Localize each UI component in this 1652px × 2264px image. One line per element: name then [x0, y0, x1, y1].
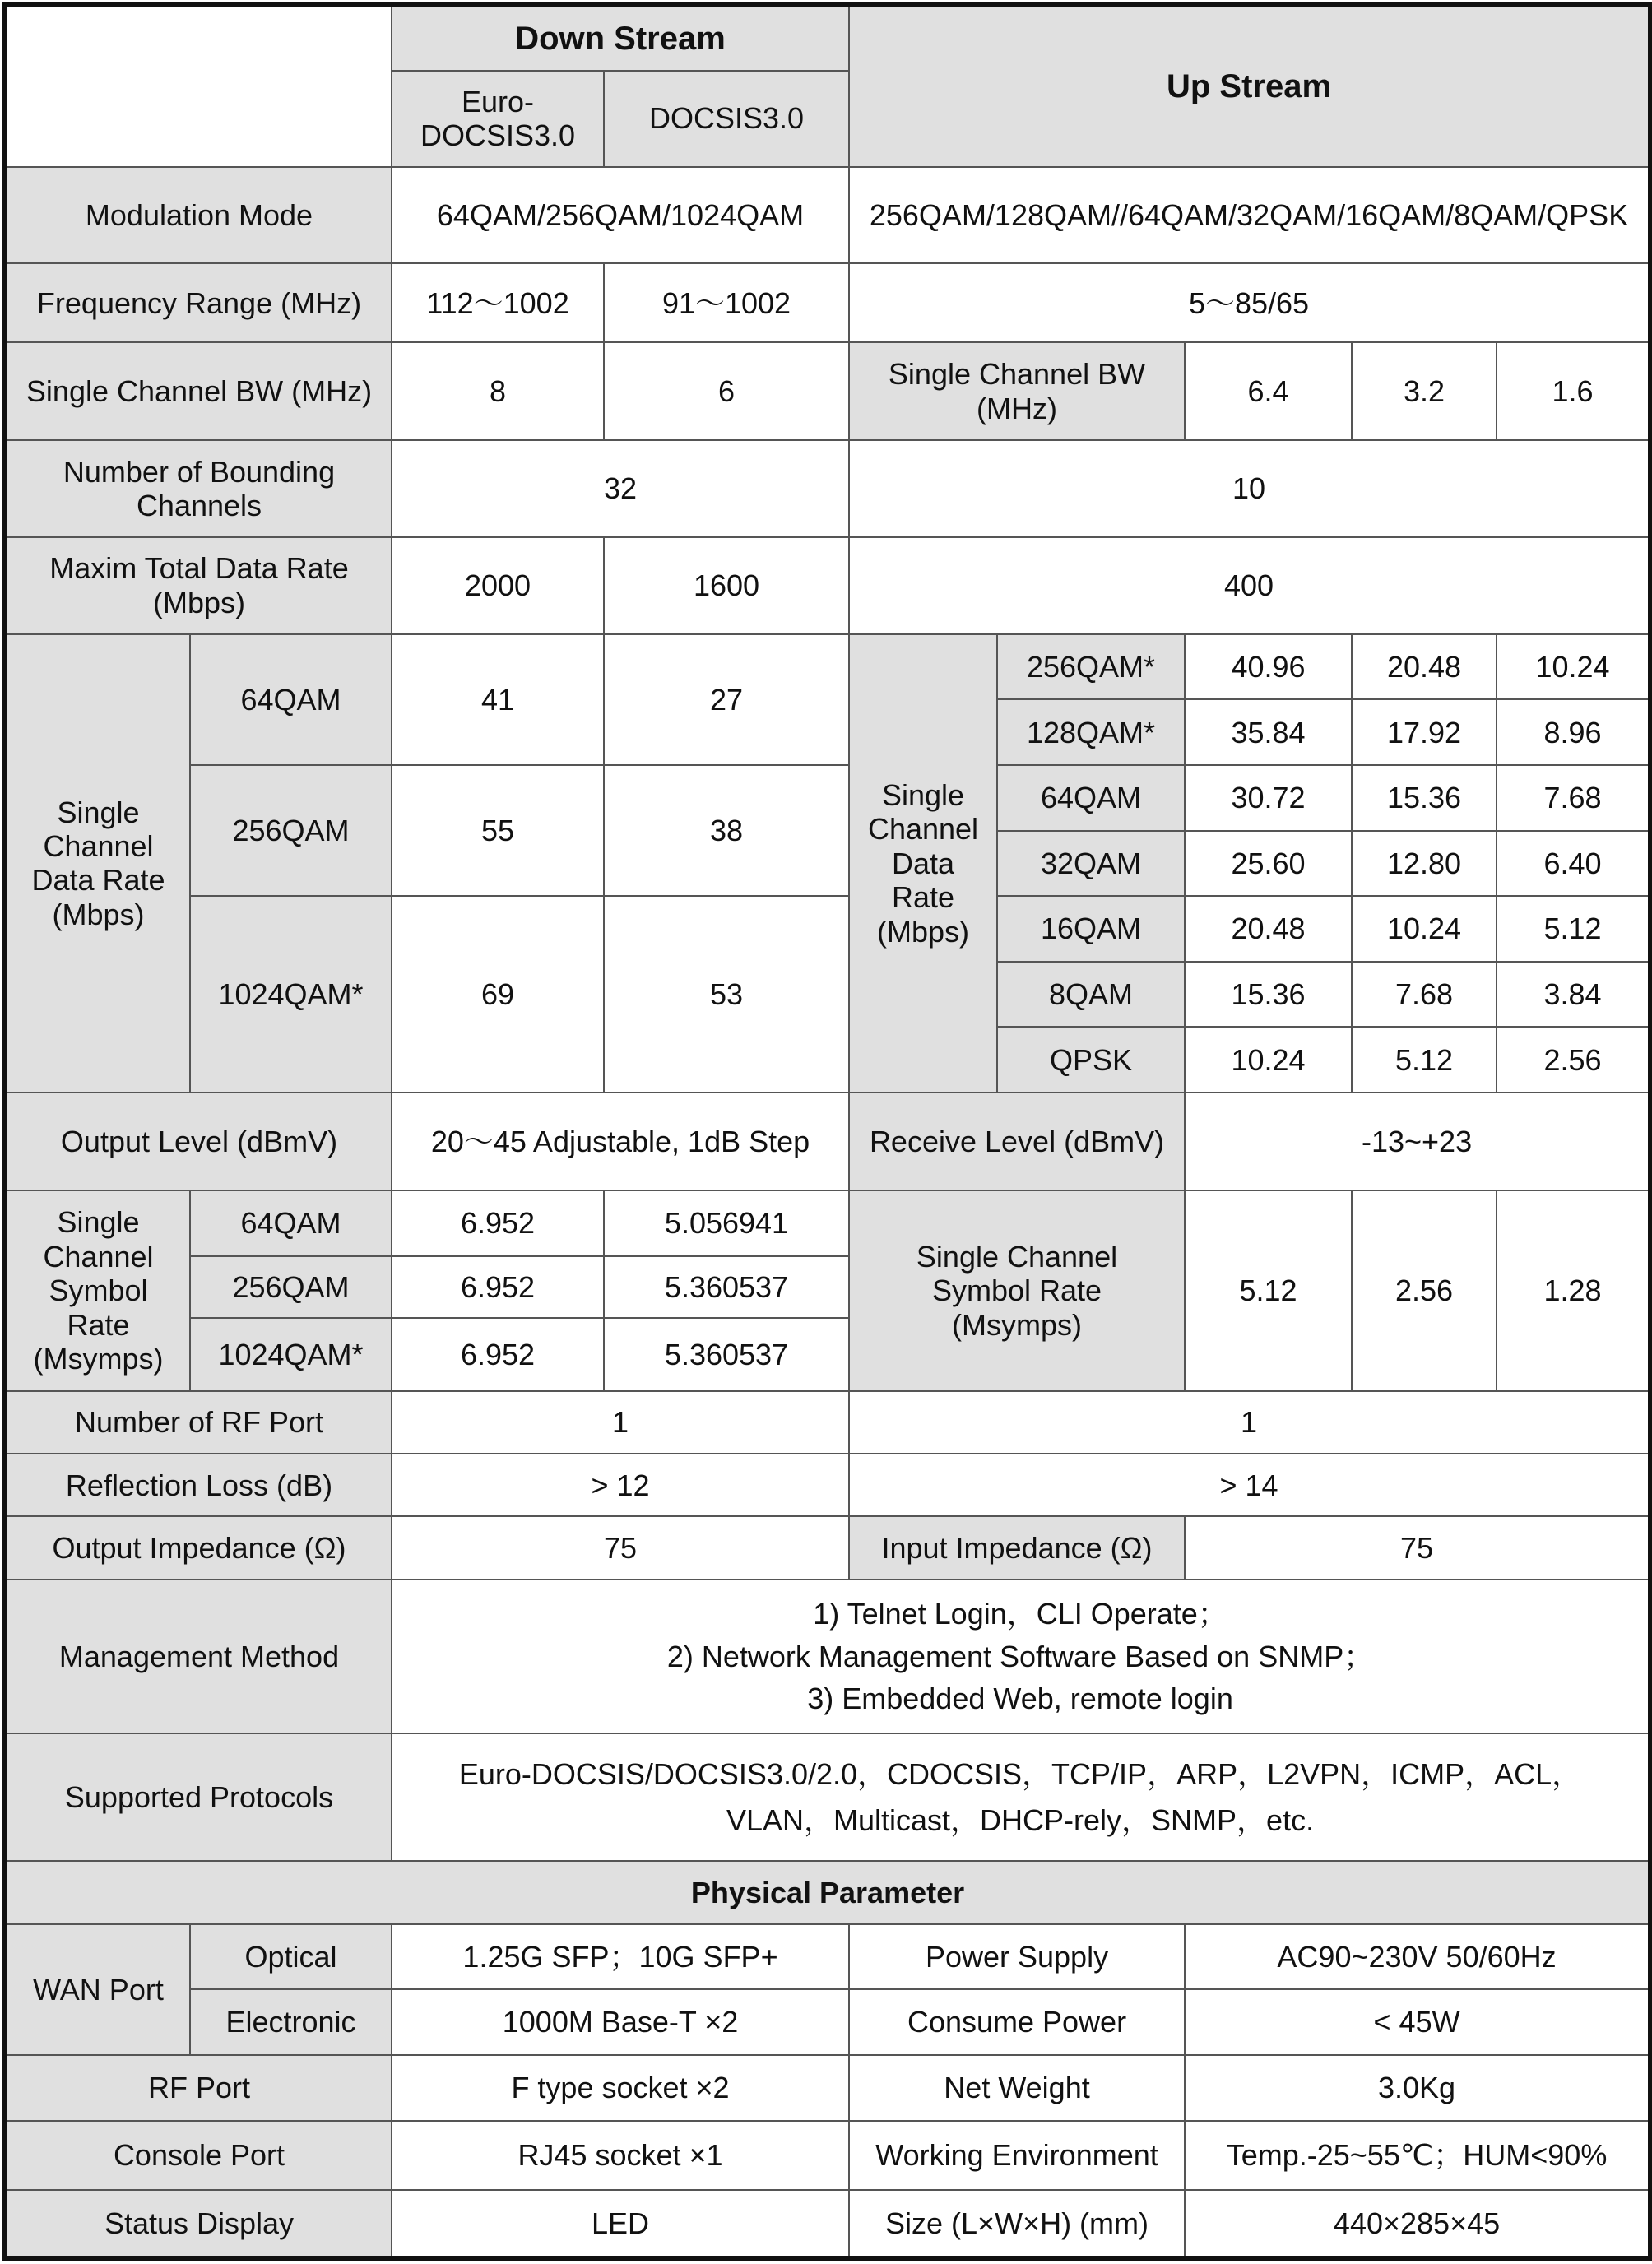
up-data-rate-v1: 20.48: [1185, 896, 1352, 962]
down-symbol-rate-euro: 6.952: [392, 1318, 604, 1391]
up-data-rate-v1: 15.36: [1185, 962, 1352, 1028]
rf-port-value: F type socket ×2: [392, 2055, 849, 2121]
rf-ports-label: Number of RF Port: [5, 1391, 392, 1454]
up-channel-bw-label: Single Channel BW (MHz): [849, 342, 1185, 440]
rf-ports-down: 1: [392, 1391, 849, 1454]
modulation-label: Modulation Mode: [5, 167, 392, 264]
management-item: 1) Telnet Login，CLI Operate；: [813, 1597, 1227, 1631]
rf-ports-up: 1: [849, 1391, 1650, 1454]
max-rate-docsis: 1600: [604, 537, 849, 634]
up-stream-header: Up Stream: [849, 5, 1650, 167]
down-data-rate-docsis: 38: [604, 765, 849, 896]
down-stream-header: Down Stream: [392, 5, 849, 71]
optical-label: Optical: [190, 1924, 392, 1990]
down-symbol-rate-mod: 256QAM: [190, 1256, 392, 1319]
power-supply-value: AC90~230V 50/60Hz: [1185, 1924, 1650, 1990]
reflection-up: > 14: [849, 1454, 1650, 1516]
down-data-rate-euro: 69: [392, 896, 604, 1093]
up-data-rate-v1: 25.60: [1185, 831, 1352, 897]
bounding-down: 32: [392, 440, 849, 537]
down-symbol-rate-euro: 6.952: [392, 1190, 604, 1256]
modulation-down: 64QAM/256QAM/1024QAM: [392, 167, 849, 264]
down-symbol-rate-docsis: 5.360537: [604, 1256, 849, 1319]
frequency-euro: 112～1002: [392, 263, 604, 342]
reflection-label: Reflection Loss (dB): [5, 1454, 392, 1516]
management-item: 2) Network Management Software Based on SNMP；: [666, 1639, 1374, 1673]
net-weight-label: Net Weight: [849, 2055, 1185, 2121]
up-data-rate-v2: 10.24: [1352, 896, 1497, 962]
up-channel-bw-value: 3.2: [1352, 342, 1497, 440]
up-data-rate-label: Single Channel Data Rate (Mbps): [849, 634, 997, 1093]
up-data-rate-mod: 128QAM*: [997, 699, 1185, 765]
protocols-label: Supported Protocols: [5, 1733, 392, 1861]
max-rate-label: Maxim Total Data Rate (Mbps): [5, 537, 392, 634]
receive-level-value: -13~+23: [1185, 1093, 1650, 1190]
wan-port-label: WAN Port: [5, 1924, 190, 2055]
up-symbol-rate-value: 1.28: [1497, 1190, 1650, 1391]
receive-level-label: Receive Level (dBmV): [849, 1093, 1185, 1190]
down-symbol-rate-euro: 6.952: [392, 1256, 604, 1319]
down-data-rate-euro: 55: [392, 765, 604, 896]
optical-value: 1.25G SFP；10G SFP+: [392, 1924, 849, 1990]
down-data-rate-mod: 1024QAM*: [190, 896, 392, 1093]
channel-bw-label: Single Channel BW (MHz): [5, 342, 392, 440]
up-data-rate-v3: 5.12: [1497, 896, 1650, 962]
reflection-down: > 12: [392, 1454, 849, 1516]
net-weight-value: 3.0Kg: [1185, 2055, 1650, 2121]
up-data-rate-mod: 16QAM: [997, 896, 1185, 962]
down-data-rate-mod: 64QAM: [190, 634, 392, 765]
up-data-rate-mod: 64QAM: [997, 765, 1185, 831]
up-data-rate-v3: 8.96: [1497, 699, 1650, 765]
bounding-label: Number of Bounding Channels: [5, 440, 392, 537]
up-data-rate-v3: 7.68: [1497, 765, 1650, 831]
power-supply-label: Power Supply: [849, 1924, 1185, 1990]
management-label: Management Method: [5, 1580, 392, 1733]
output-impedance-label: Output Impedance (Ω): [5, 1516, 392, 1580]
down-symbol-rate-mod: 1024QAM*: [190, 1318, 392, 1391]
up-data-rate-v1: 40.96: [1185, 634, 1352, 700]
max-rate-up: 400: [849, 537, 1650, 634]
up-data-rate-v2: 17.92: [1352, 699, 1497, 765]
management-list: [392, 1580, 1650, 1733]
up-data-rate-v2: 12.80: [1352, 831, 1497, 897]
up-data-rate-mod: 8QAM: [997, 962, 1185, 1028]
up-data-rate-mod: 32QAM: [997, 831, 1185, 897]
up-symbol-rate-label: Single Channel Symbol Rate (Msymps): [849, 1190, 1185, 1391]
up-data-rate-v3: 2.56: [1497, 1027, 1650, 1093]
up-data-rate-mod: 256QAM*: [997, 634, 1185, 700]
up-data-rate-mod: QPSK: [997, 1027, 1185, 1093]
down-data-rate-docsis: 53: [604, 896, 849, 1093]
up-symbol-rate-value: 5.12: [1185, 1190, 1352, 1391]
protocols-value: Euro-DOCSIS/DOCSIS3.0/2.0，CDOCSIS，TCP/IP，ARP，L2VPN，ICMP，ACL，VLAN，Multicast，DHCP-rely，SNMP，etc.: [392, 1733, 1650, 1861]
electronic-label: Electronic: [190, 1989, 392, 2055]
up-data-rate-v3: 3.84: [1497, 962, 1650, 1028]
down-symbol-rate-label: Single Channel Symbol Rate (Msymps): [5, 1190, 190, 1391]
up-channel-bw-value: 1.6: [1497, 342, 1650, 440]
working-environment-label: Working Environment: [849, 2121, 1185, 2191]
docsis-header: DOCSIS3.0: [604, 71, 849, 167]
down-symbol-rate-docsis: 5.056941: [604, 1190, 849, 1256]
frequency-docsis: 91～1002: [604, 263, 849, 342]
up-data-rate-v2: 5.12: [1352, 1027, 1497, 1093]
up-data-rate-v2: 20.48: [1352, 634, 1497, 700]
input-impedance-value: 75: [1185, 1516, 1650, 1580]
down-data-rate-docsis: 27: [604, 634, 849, 765]
up-data-rate-v2: 15.36: [1352, 765, 1497, 831]
status-display-value: LED: [392, 2190, 849, 2258]
rf-port-label: RF Port: [5, 2055, 392, 2121]
frequency-label: Frequency Range (MHz): [5, 263, 392, 342]
down-data-rate-label: Single Channel Data Rate (Mbps): [5, 634, 190, 1093]
size-value: 440×285×45: [1185, 2190, 1650, 2258]
physical-title: Physical Parameter: [5, 1861, 1650, 1924]
down-symbol-rate-mod: 64QAM: [190, 1190, 392, 1256]
down-data-rate-euro: 41: [392, 634, 604, 765]
channel-bw-euro: 8: [392, 342, 604, 440]
spec-table: [2, 2, 1652, 2261]
working-environment-value: Temp.-25~55℃；HUM<90%: [1185, 2121, 1650, 2191]
max-rate-euro: 2000: [392, 537, 604, 634]
up-data-rate-v1: 30.72: [1185, 765, 1352, 831]
channel-bw-docsis: 6: [604, 342, 849, 440]
size-label: Size (L×W×H) (mm): [849, 2190, 1185, 2258]
euro-docsis-header: Euro-DOCSIS3.0: [392, 71, 604, 167]
up-data-rate-v3: 6.40: [1497, 831, 1650, 897]
down-symbol-rate-docsis: 5.360537: [604, 1318, 849, 1391]
console-port-value: RJ45 socket ×1: [392, 2121, 849, 2191]
modulation-up: 256QAM/128QAM//64QAM/32QAM/16QAM/8QAM/QPSK: [849, 167, 1650, 264]
output-level-value: 20～45 Adjustable, 1dB Step: [392, 1093, 849, 1190]
output-impedance-value: 75: [392, 1516, 849, 1580]
up-data-rate-v3: 10.24: [1497, 634, 1650, 700]
bounding-up: 10: [849, 440, 1650, 537]
up-data-rate-v2: 7.68: [1352, 962, 1497, 1028]
electronic-value: 1000M Base-T ×2: [392, 1989, 849, 2055]
up-symbol-rate-value: 2.56: [1352, 1190, 1497, 1391]
input-impedance-label: Input Impedance (Ω): [849, 1516, 1185, 1580]
output-level-label: Output Level (dBmV): [5, 1093, 392, 1190]
console-port-label: Console Port: [5, 2121, 392, 2191]
down-data-rate-mod: 256QAM: [190, 765, 392, 896]
up-data-rate-v1: 35.84: [1185, 699, 1352, 765]
up-channel-bw-value: 6.4: [1185, 342, 1352, 440]
up-data-rate-v1: 10.24: [1185, 1027, 1352, 1093]
status-display-label: Status Display: [5, 2190, 392, 2258]
management-item: 3) Embedded Web, remote login: [807, 1681, 1233, 1715]
corner-cell: [5, 5, 392, 167]
consume-power-label: Consume Power: [849, 1989, 1185, 2055]
consume-power-value: < 45W: [1185, 1989, 1650, 2055]
frequency-up: 5～85/65: [849, 263, 1650, 342]
